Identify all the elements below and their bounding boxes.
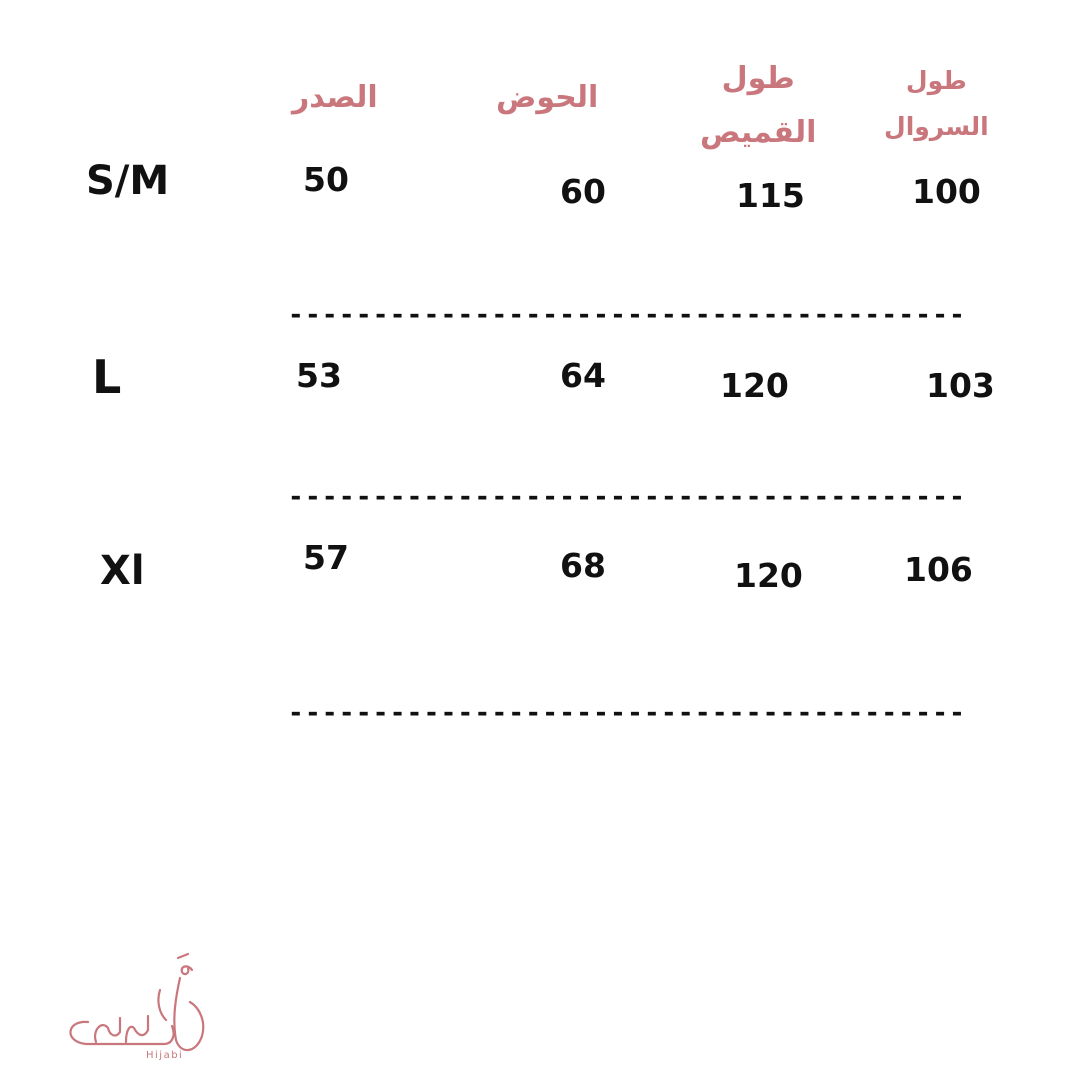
header-hip: الحوض: [496, 80, 599, 115]
row-divider-1: ----------------------------------------: [288, 300, 967, 330]
row-divider-2: ----------------------------------------: [288, 482, 967, 512]
brand-logo: [60, 950, 220, 1060]
cell-xl-shirt-length: 120: [734, 556, 803, 595]
row-divider-3: ----------------------------------------: [288, 698, 967, 728]
header-shirt-length: [700, 52, 816, 160]
size-label-l: L: [92, 350, 122, 404]
brand-logo-text: Hijabi: [146, 1050, 184, 1060]
cell-l-hip: 64: [560, 356, 606, 395]
cell-sm-hip: 60: [560, 172, 606, 211]
header-pants-length-line1: طول: [905, 66, 967, 95]
size-label-xl: Xl: [100, 548, 145, 594]
header-shirt-length-line2: القميص: [700, 115, 817, 150]
cell-xl-hip: 68: [560, 546, 606, 585]
header-shirt-length-line1: طول: [721, 61, 795, 96]
cell-l-shirt-length: 120: [720, 366, 789, 405]
cell-xl-chest: 57: [303, 538, 349, 577]
cell-sm-shirt-length: 115: [736, 176, 805, 215]
cell-sm-chest: 50: [303, 160, 349, 199]
cell-sm-pants-length: 100: [912, 172, 981, 211]
cell-l-chest: 53: [296, 356, 342, 395]
header-pants-length: [884, 58, 989, 150]
header-chest: الصدر: [292, 80, 378, 115]
cell-xl-pants-length: 106: [904, 550, 973, 589]
header-pants-length-line2: السروال: [884, 112, 989, 141]
cell-l-pants-length: 103: [926, 366, 995, 405]
size-label-sm: S/M: [86, 158, 170, 204]
